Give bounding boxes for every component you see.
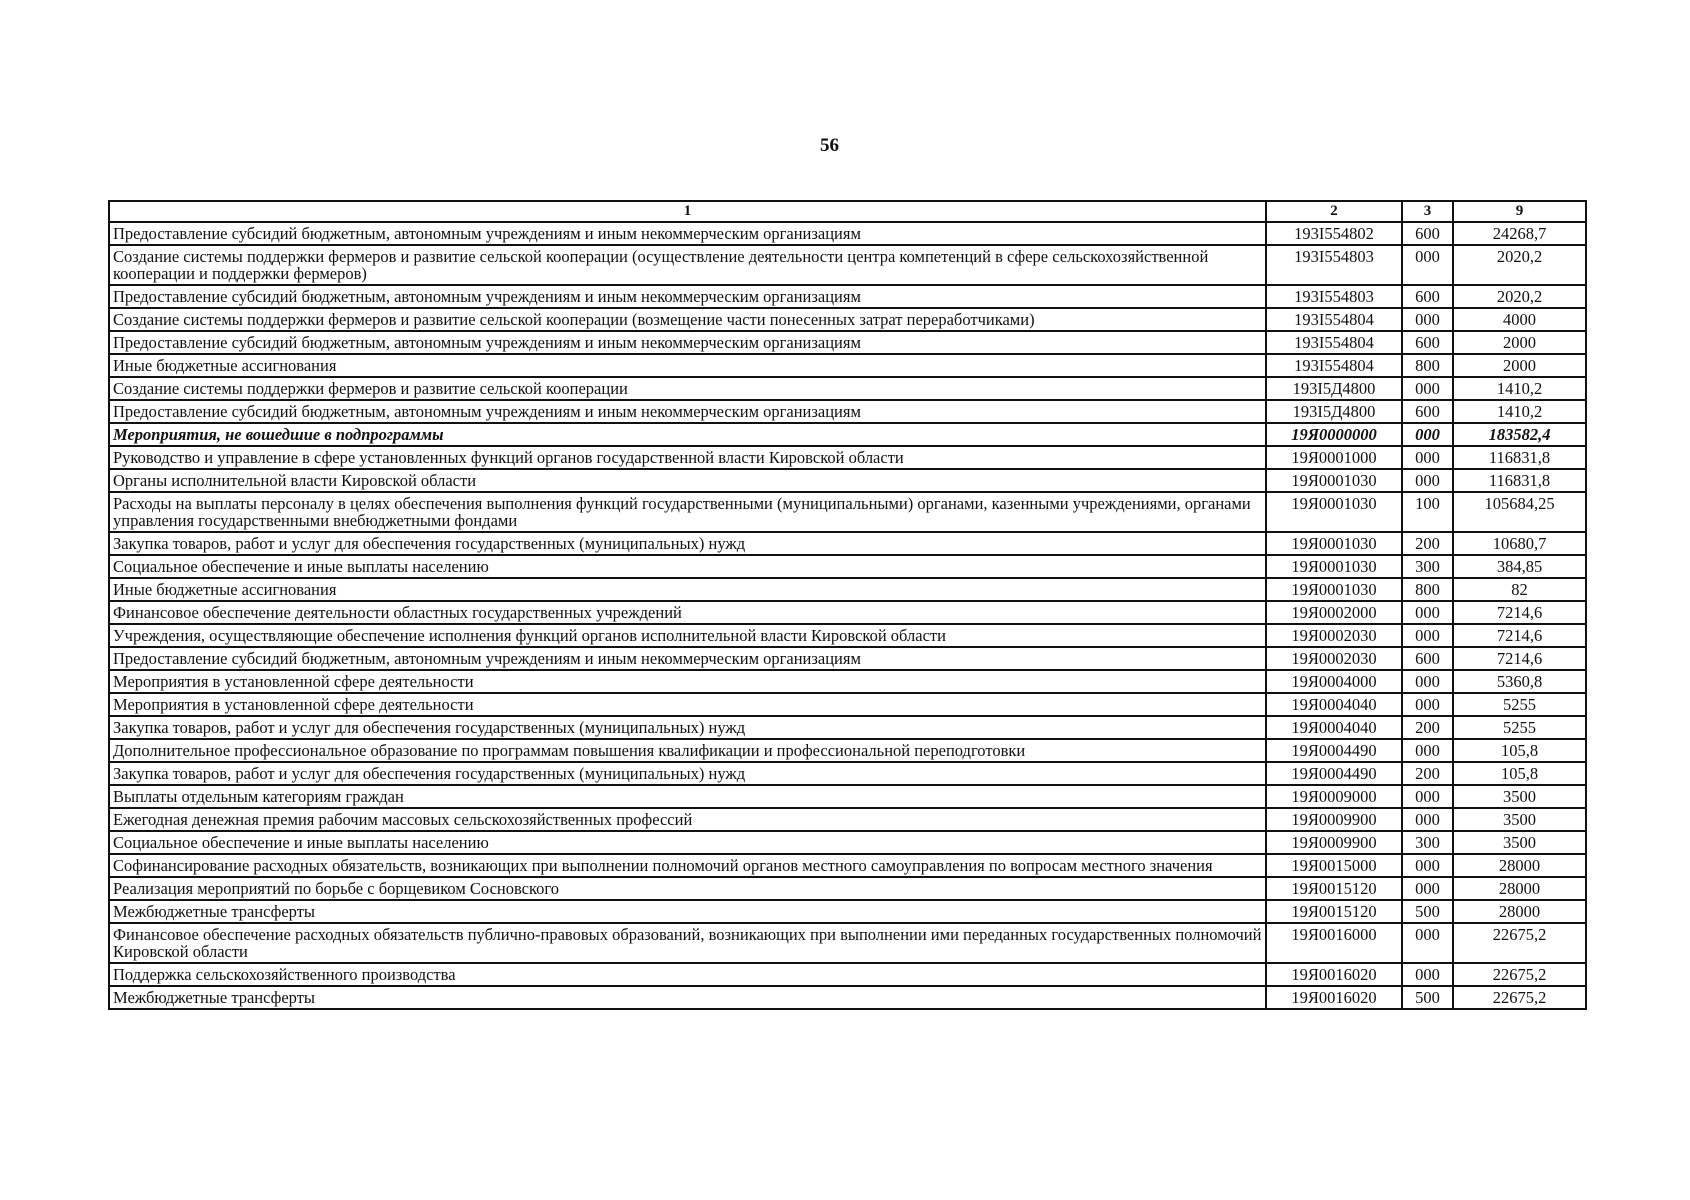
row-amount: 384,85	[1453, 555, 1586, 578]
table-row	[109, 785, 1586, 808]
row-description: Ежегодная денежная премия рабочим массовых сельскохозяйственных профессий	[109, 808, 1266, 831]
row-description: Мероприятия в установленной сфере деятельности	[109, 670, 1266, 693]
row-expense-kind: 000	[1402, 469, 1453, 492]
table-row	[109, 831, 1586, 854]
row-description: Предоставление субсидий бюджетным, автономным учреждениям и иным некоммерческим организациям	[109, 222, 1266, 245]
table-row	[109, 693, 1586, 716]
row-target-code: 193I554803	[1266, 285, 1402, 308]
row-description: Учреждения, осуществляющие обеспечение исполнения функций органов исполнительной власти Кировской области	[109, 624, 1266, 647]
row-expense-kind: 000	[1402, 446, 1453, 469]
row-amount: 7214,6	[1453, 601, 1586, 624]
row-description: Расходы на выплаты персоналу в целях обеспечения выполнения функций государственными (муниципальными) органами, казенными учреждениями, органами управления государственными внебюджетными фондами	[109, 492, 1266, 532]
row-description: Софинансирование расходных обязательств, возникающих при выполнении полномочий органов местного самоуправления по вопросам местного значения	[109, 854, 1266, 877]
row-description: Межбюджетные трансферты	[109, 986, 1266, 1009]
row-amount: 28000	[1453, 877, 1586, 900]
row-target-code: 19Я0015120	[1266, 900, 1402, 923]
row-amount: 116831,8	[1453, 469, 1586, 492]
row-target-code: 19Я0004000	[1266, 670, 1402, 693]
row-expense-kind: 600	[1402, 400, 1453, 423]
row-target-code: 19Я0009900	[1266, 831, 1402, 854]
row-description: Поддержка сельскохозяйственного производства	[109, 963, 1266, 986]
row-target-code: 19Я0000000	[1266, 423, 1402, 446]
row-target-code: 193I554804	[1266, 308, 1402, 331]
row-description: Финансовое обеспечение деятельности областных государственных учреждений	[109, 601, 1266, 624]
row-description: Иные бюджетные ассигнования	[109, 354, 1266, 377]
table-row	[109, 578, 1586, 601]
table-row	[109, 308, 1586, 331]
row-expense-kind: 300	[1402, 831, 1453, 854]
table-row	[109, 900, 1586, 923]
row-description: Выплаты отдельным категориям граждан	[109, 785, 1266, 808]
row-target-code: 19Я0001030	[1266, 469, 1402, 492]
row-amount: 105684,25	[1453, 492, 1586, 532]
row-target-code: 19Я0004490	[1266, 762, 1402, 785]
table-row	[109, 601, 1586, 624]
row-expense-kind: 000	[1402, 923, 1453, 963]
row-amount: 2020,2	[1453, 285, 1586, 308]
row-expense-kind: 600	[1402, 331, 1453, 354]
row-amount: 22675,2	[1453, 986, 1586, 1009]
row-expense-kind: 600	[1402, 285, 1453, 308]
table-row	[109, 423, 1586, 446]
row-target-code: 193I554802	[1266, 222, 1402, 245]
table-row	[109, 739, 1586, 762]
row-description: Предоставление субсидий бюджетным, автономным учреждениям и иным некоммерческим организациям	[109, 400, 1266, 423]
header-col-amount: 9	[1453, 201, 1586, 222]
row-expense-kind: 300	[1402, 555, 1453, 578]
row-amount: 28000	[1453, 854, 1586, 877]
row-expense-kind: 200	[1402, 532, 1453, 555]
row-description: Создание системы поддержки фермеров и развитие сельской кооперации	[109, 377, 1266, 400]
table-row	[109, 469, 1586, 492]
page-number: 56	[820, 135, 839, 156]
row-description: Органы исполнительной власти Кировской области	[109, 469, 1266, 492]
row-expense-kind: 000	[1402, 693, 1453, 716]
table-row	[109, 331, 1586, 354]
row-expense-kind: 000	[1402, 670, 1453, 693]
row-expense-kind: 600	[1402, 222, 1453, 245]
row-expense-kind: 000	[1402, 808, 1453, 831]
row-description: Создание системы поддержки фермеров и развитие сельской кооперации (осуществление деятельности центра компетенций в сфере сельскохозяйственной кооперации и поддержки фермеров)	[109, 245, 1266, 285]
row-expense-kind: 000	[1402, 245, 1453, 285]
row-expense-kind: 600	[1402, 647, 1453, 670]
row-target-code: 19Я0016020	[1266, 986, 1402, 1009]
row-expense-kind: 000	[1402, 308, 1453, 331]
table-body	[109, 222, 1586, 1009]
row-amount: 2000	[1453, 354, 1586, 377]
table-row	[109, 670, 1586, 693]
row-amount: 105,8	[1453, 762, 1586, 785]
row-description: Руководство и управление в сфере установленных функций органов государственной власти Кировской области	[109, 446, 1266, 469]
table-row	[109, 923, 1586, 963]
row-expense-kind: 100	[1402, 492, 1453, 532]
row-target-code: 193I5Д4800	[1266, 400, 1402, 423]
row-description: Иные бюджетные ассигнования	[109, 578, 1266, 601]
row-target-code: 19Я0009900	[1266, 808, 1402, 831]
table-header-row	[109, 201, 1586, 222]
row-expense-kind: 000	[1402, 963, 1453, 986]
table-row	[109, 963, 1586, 986]
row-target-code: 19Я0016020	[1266, 963, 1402, 986]
row-amount: 1410,2	[1453, 400, 1586, 423]
row-description: Создание системы поддержки фермеров и развитие сельской кооперации (возмещение части понесенных затрат переработчиками)	[109, 308, 1266, 331]
row-expense-kind: 000	[1402, 624, 1453, 647]
row-expense-kind: 800	[1402, 578, 1453, 601]
row-target-code: 193I554803	[1266, 245, 1402, 285]
row-amount: 7214,6	[1453, 647, 1586, 670]
row-target-code: 19Я0015120	[1266, 877, 1402, 900]
table-row	[109, 986, 1586, 1009]
row-expense-kind: 000	[1402, 377, 1453, 400]
row-amount: 22675,2	[1453, 963, 1586, 986]
table-row	[109, 854, 1586, 877]
row-description: Закупка товаров, работ и услуг для обеспечения государственных (муниципальных) нужд	[109, 532, 1266, 555]
row-expense-kind: 000	[1402, 601, 1453, 624]
row-target-code: 19Я0001030	[1266, 578, 1402, 601]
row-target-code: 19Я0004040	[1266, 693, 1402, 716]
row-description: Предоставление субсидий бюджетным, автономным учреждениям и иным некоммерческим организациям	[109, 331, 1266, 354]
table-row	[109, 446, 1586, 469]
table-row	[109, 354, 1586, 377]
row-amount: 22675,2	[1453, 923, 1586, 963]
row-description: Дополнительное профессиональное образование по программам повышения квалификации и профессиональной переподготовки	[109, 739, 1266, 762]
row-expense-kind: 800	[1402, 354, 1453, 377]
row-target-code: 19Я0001000	[1266, 446, 1402, 469]
row-description: Социальное обеспечение и иные выплаты населению	[109, 831, 1266, 854]
row-amount: 183582,4	[1453, 423, 1586, 446]
row-amount: 7214,6	[1453, 624, 1586, 647]
row-expense-kind: 500	[1402, 900, 1453, 923]
row-expense-kind: 000	[1402, 854, 1453, 877]
row-expense-kind: 000	[1402, 877, 1453, 900]
table-row	[109, 532, 1586, 555]
row-description: Закупка товаров, работ и услуг для обеспечения государственных (муниципальных) нужд	[109, 716, 1266, 739]
row-amount: 3500	[1453, 785, 1586, 808]
row-target-code: 19Я0002000	[1266, 601, 1402, 624]
row-amount: 5360,8	[1453, 670, 1586, 693]
row-amount: 5255	[1453, 693, 1586, 716]
row-description: Мероприятия в установленной сфере деятельности	[109, 693, 1266, 716]
row-amount: 4000	[1453, 308, 1586, 331]
row-target-code: 19Я0002030	[1266, 647, 1402, 670]
row-description: Межбюджетные трансферты	[109, 900, 1266, 923]
row-amount: 3500	[1453, 831, 1586, 854]
row-description: Реализация мероприятий по борьбе с борщевиком Сосновского	[109, 877, 1266, 900]
row-amount: 5255	[1453, 716, 1586, 739]
row-target-code: 19Я0001030	[1266, 555, 1402, 578]
header-col-kind: 3	[1402, 201, 1453, 222]
row-description: Предоставление субсидий бюджетным, автономным учреждениям и иным некоммерческим организациям	[109, 285, 1266, 308]
table-row	[109, 762, 1586, 785]
row-target-code: 19Я0001030	[1266, 532, 1402, 555]
table-row	[109, 808, 1586, 831]
table-row	[109, 647, 1586, 670]
row-target-code: 19Я0001030	[1266, 492, 1402, 532]
row-target-code: 19Я0016000	[1266, 923, 1402, 963]
table-row	[109, 222, 1586, 245]
row-description: Закупка товаров, работ и услуг для обеспечения государственных (муниципальных) нужд	[109, 762, 1266, 785]
table-row	[109, 492, 1586, 532]
row-target-code: 193I5Д4800	[1266, 377, 1402, 400]
row-expense-kind: 200	[1402, 762, 1453, 785]
header-col-description: 1	[109, 201, 1266, 222]
row-target-code: 19Я0015000	[1266, 854, 1402, 877]
row-target-code: 193I554804	[1266, 331, 1402, 354]
row-expense-kind: 000	[1402, 785, 1453, 808]
row-amount: 105,8	[1453, 739, 1586, 762]
row-amount: 10680,7	[1453, 532, 1586, 555]
row-amount: 116831,8	[1453, 446, 1586, 469]
row-amount: 3500	[1453, 808, 1586, 831]
row-amount: 28000	[1453, 900, 1586, 923]
table-row	[109, 245, 1586, 285]
row-target-code: 19Я0004490	[1266, 739, 1402, 762]
table-row	[109, 400, 1586, 423]
row-target-code: 19Я0002030	[1266, 624, 1402, 647]
row-amount: 1410,2	[1453, 377, 1586, 400]
row-description: Мероприятия, не вошедшие в подпрограммы	[109, 423, 1266, 446]
row-expense-kind: 000	[1402, 739, 1453, 762]
row-amount: 2000	[1453, 331, 1586, 354]
table-row	[109, 624, 1586, 647]
row-amount: 82	[1453, 578, 1586, 601]
row-expense-kind: 500	[1402, 986, 1453, 1009]
table-row	[109, 716, 1586, 739]
table-row	[109, 877, 1586, 900]
table-row	[109, 285, 1586, 308]
budget-table	[108, 200, 1587, 1010]
row-target-code: 193I554804	[1266, 354, 1402, 377]
row-target-code: 19Я0009000	[1266, 785, 1402, 808]
row-expense-kind: 200	[1402, 716, 1453, 739]
header-col-code: 2	[1266, 201, 1402, 222]
row-description: Социальное обеспечение и иные выплаты населению	[109, 555, 1266, 578]
row-amount: 24268,7	[1453, 222, 1586, 245]
row-description: Финансовое обеспечение расходных обязательств публично-правовых образований, возникающих при выполнении ими переданных государственных полномочий Кировской области	[109, 923, 1266, 963]
row-description: Предоставление субсидий бюджетным, автономным учреждениям и иным некоммерческим организациям	[109, 647, 1266, 670]
table-row	[109, 377, 1586, 400]
row-amount: 2020,2	[1453, 245, 1586, 285]
row-expense-kind: 000	[1402, 423, 1453, 446]
table-row	[109, 555, 1586, 578]
row-target-code: 19Я0004040	[1266, 716, 1402, 739]
